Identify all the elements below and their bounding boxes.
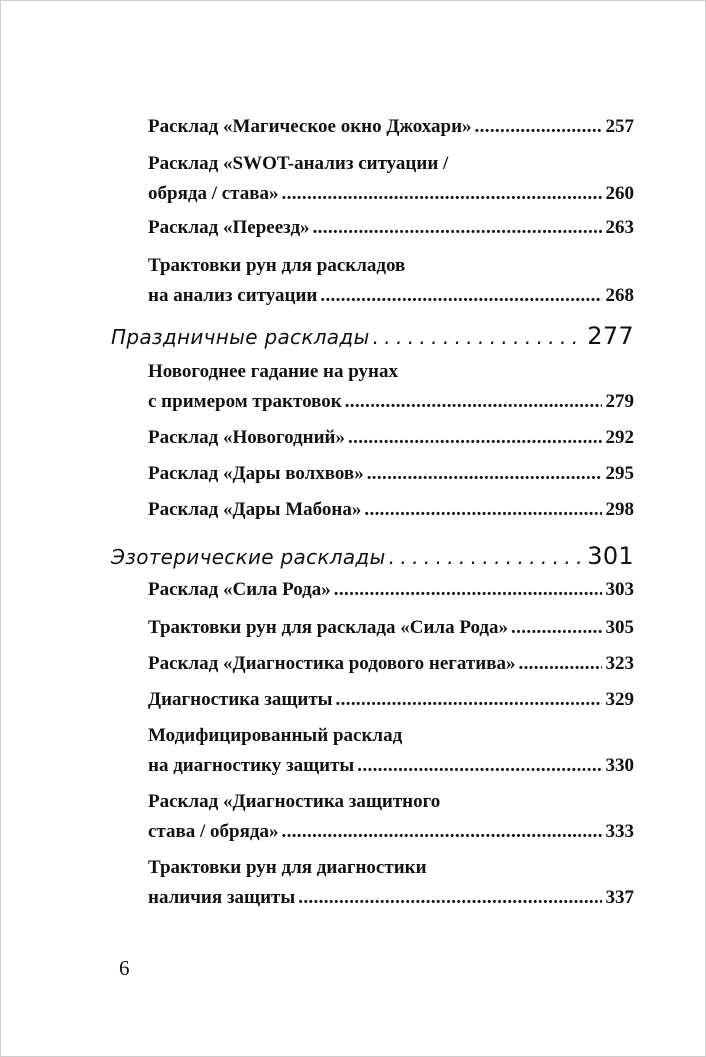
toc-page-number: 337 xyxy=(605,887,634,908)
toc-page-number: 277 xyxy=(587,322,634,350)
toc-entry xyxy=(148,459,634,489)
toc-entry-title: Расклад «Дары волхвов» xyxy=(148,463,364,484)
dot-leader xyxy=(367,459,602,489)
toc-entry xyxy=(148,649,634,679)
dot-leader xyxy=(334,575,602,605)
toc-leader-line xyxy=(148,685,634,715)
toc-entry xyxy=(148,149,634,209)
toc-leader-line xyxy=(148,613,634,643)
toc-entry-title: Трактовки рун для расклада «Сила Рода» xyxy=(148,617,509,638)
toc-entry-title-line: Модифицированный расклад xyxy=(148,725,403,746)
toc-entry xyxy=(148,112,634,142)
toc-page-number: 329 xyxy=(605,689,634,710)
toc-page-number: 268 xyxy=(605,285,634,306)
toc-entry-title: на анализ ситуации xyxy=(148,285,318,306)
dot-leader xyxy=(348,423,601,453)
toc-section xyxy=(111,321,634,352)
toc-page-number: 305 xyxy=(605,617,634,638)
toc-entry-title: обряда / става» xyxy=(148,183,279,204)
toc-entry xyxy=(148,721,634,781)
dot-leader xyxy=(336,685,602,715)
toc-leader-line xyxy=(148,112,634,142)
toc-leader-line xyxy=(148,649,634,679)
toc-entry xyxy=(148,787,634,847)
toc-entry-title: наличия защиты xyxy=(148,887,296,908)
page-number: 6 xyxy=(119,956,130,980)
toc-leader-line xyxy=(148,495,634,525)
toc-leader-line xyxy=(148,883,634,913)
toc-entry xyxy=(148,853,634,913)
toc-leader-line xyxy=(148,281,634,311)
dot-leader xyxy=(511,613,601,643)
toc-leader-line xyxy=(148,459,634,489)
toc-leader-line xyxy=(148,751,634,781)
toc-leader-line xyxy=(111,541,634,572)
dot-leader xyxy=(320,281,601,311)
toc-page-number: 260 xyxy=(605,183,634,204)
toc-page-number: 298 xyxy=(605,499,634,520)
toc-leader-line xyxy=(148,387,634,417)
dot-leader xyxy=(298,883,601,913)
toc-leader-line xyxy=(148,179,634,209)
toc-leader-line xyxy=(148,423,634,453)
toc-entry-title: с примером трактовок xyxy=(148,391,342,412)
toc-entry-title-line: Трактовки рун для диагностики xyxy=(148,857,427,878)
toc-entry xyxy=(148,251,634,311)
dot-leader xyxy=(282,179,602,209)
toc-entry xyxy=(148,685,634,715)
toc-page-number: 301 xyxy=(587,542,634,570)
toc-page-number: 279 xyxy=(605,391,634,412)
toc-entry-title-line: Расклад «SWOT-анализ ситуации / xyxy=(148,153,449,174)
toc-leader-line xyxy=(148,575,634,605)
toc-entry-title: Расклад «Диагностика родового негатива» xyxy=(148,653,516,674)
toc-entry xyxy=(148,423,634,453)
toc-entry-title-line: Трактовки рун для раскладов xyxy=(148,255,406,276)
toc-page-number: 333 xyxy=(605,821,634,842)
toc-entry-title: на диагностику защиты xyxy=(148,755,355,776)
toc-entry-title: Эзотерические расклады xyxy=(111,545,386,569)
toc-entry-title: Расклад «Новогодний» xyxy=(148,427,346,448)
dot-leader xyxy=(357,751,601,781)
toc-entry-title: Диагностика защиты xyxy=(148,689,333,710)
toc-entry-title-line: Расклад «Диагностика защитного xyxy=(148,791,441,812)
toc-entry-title: Расклад «Сила Рода» xyxy=(148,579,331,600)
toc-entry-title: става / обряда» xyxy=(148,821,279,842)
toc-entry xyxy=(148,357,634,417)
dot-leader xyxy=(475,112,602,142)
dot-leader xyxy=(282,817,602,847)
toc-page-number: 323 xyxy=(605,653,634,674)
dot-leader xyxy=(345,387,602,417)
toc-leader-line xyxy=(111,321,634,352)
toc-entry xyxy=(148,613,634,643)
toc-page-number: 295 xyxy=(605,463,634,484)
toc-entry-title: Расклад «Магическое окно Джохари» xyxy=(148,116,472,137)
dot-leader xyxy=(313,213,602,243)
toc-entry xyxy=(148,575,634,605)
toc-entry-title: Расклад «Дары Мабона» xyxy=(148,499,362,520)
toc-page-number: 292 xyxy=(605,427,634,448)
toc-leader-line xyxy=(148,213,634,243)
toc-leader-line xyxy=(148,817,634,847)
dot-leader xyxy=(518,649,601,679)
toc-entry xyxy=(148,213,634,243)
toc-page-number: 303 xyxy=(605,579,634,600)
toc-entry-title: Расклад «Переезд» xyxy=(148,217,310,238)
toc-entry-title: Праздничные расклады xyxy=(111,325,370,349)
toc-entry-title-line: Новогоднее гадание на рунах xyxy=(148,361,398,382)
toc-page-number: 263 xyxy=(605,217,634,238)
toc-page-number: 257 xyxy=(605,116,634,137)
toc-section xyxy=(111,541,634,572)
toc-entry xyxy=(148,495,634,525)
dot-leader xyxy=(389,542,584,572)
toc-page-number: 330 xyxy=(605,755,634,776)
dot-leader xyxy=(373,322,584,352)
dot-leader xyxy=(364,495,601,525)
